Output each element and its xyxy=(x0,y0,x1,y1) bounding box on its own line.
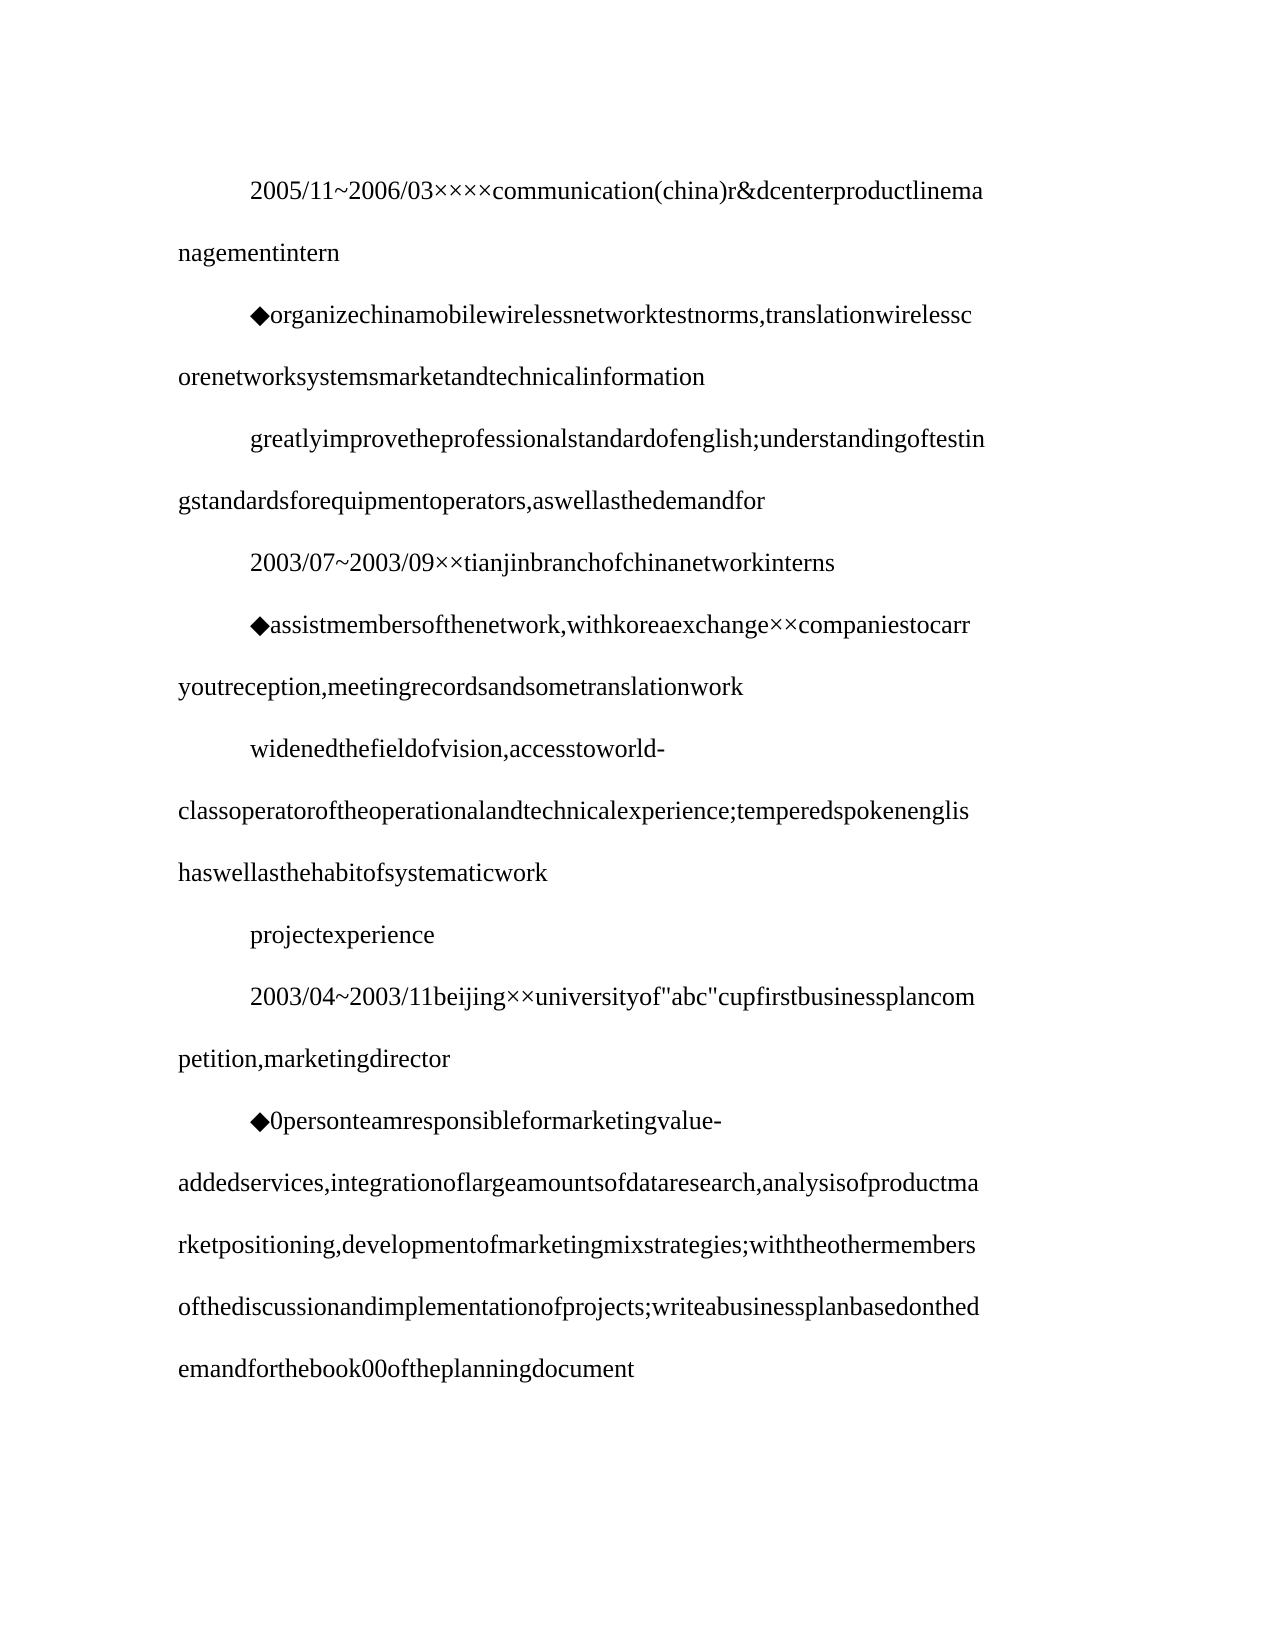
text-line: petition,marketingdirector xyxy=(178,1044,451,1073)
text-line: classoperatoroftheoperationalandtechnicalexperience;temperedspokenenglis xyxy=(178,796,970,825)
text-line: widenedthefieldofvision,accesstoworld- xyxy=(250,734,666,763)
text-line: addedservices,integrationoflargeamountsofdataresearch,analysisofproductma xyxy=(178,1168,979,1197)
text-line: ◆organizechinamobilewirelessnetworktestnorms,translationwirelessc xyxy=(250,300,973,329)
text-line: ◆0personteamresponsibleformarketingvalue- xyxy=(250,1106,722,1135)
text-line: 2003/04~2003/11beijing××universityof"abc"cupfirstbusinessplancom xyxy=(250,982,976,1011)
text-line: ofthediscussionandimplementationofprojects;writeabusinessplanbasedonthed xyxy=(178,1292,980,1321)
paragraph-internship-1-header xyxy=(178,160,1038,284)
text-line: orenetworksystemsmarketandtechnicalinformation xyxy=(178,362,706,391)
paragraph-project-header xyxy=(178,966,1038,1090)
text-line: greatlyimprovetheprofessionalstandardofenglish;understandingoftestin xyxy=(250,424,986,453)
paragraph-internship-2-gain xyxy=(178,718,1038,904)
paragraph-internship-1-gain xyxy=(178,408,1038,532)
text-line: gstandardsforequipmentoperators,aswellasthedemandfor xyxy=(178,486,765,515)
text-line: 2005/11~2006/03××××communication(china)r&dcenterproductlinema xyxy=(250,176,984,205)
text-line: haswellasthehabitofsystematicwork xyxy=(178,858,548,887)
paragraph-internship-2-duty xyxy=(178,594,1038,718)
section-heading: projectexperience xyxy=(250,920,435,949)
paragraph-internship-2-header xyxy=(178,532,1038,594)
text-line: nagementintern xyxy=(178,238,340,267)
paragraph-internship-1-duty xyxy=(178,284,1038,408)
text-line: youtreception,meetingrecordsandsometranslationwork xyxy=(178,672,744,701)
text-line: rketpositioning,developmentofmarketingmixstrategies;withtheothermembers xyxy=(178,1230,976,1259)
text-line: 2003/07~2003/09××tianjinbranchofchinanetworkinterns xyxy=(250,548,835,577)
section-heading-project-experience xyxy=(178,904,1038,966)
text-line: emandforthebook00oftheplanningdocument xyxy=(178,1354,635,1383)
document-body xyxy=(178,160,1038,1400)
text-line: ◆assistmembersofthenetwork,withkoreaexchange××companiestocarr xyxy=(250,610,971,639)
paragraph-project-duty xyxy=(178,1090,1038,1400)
